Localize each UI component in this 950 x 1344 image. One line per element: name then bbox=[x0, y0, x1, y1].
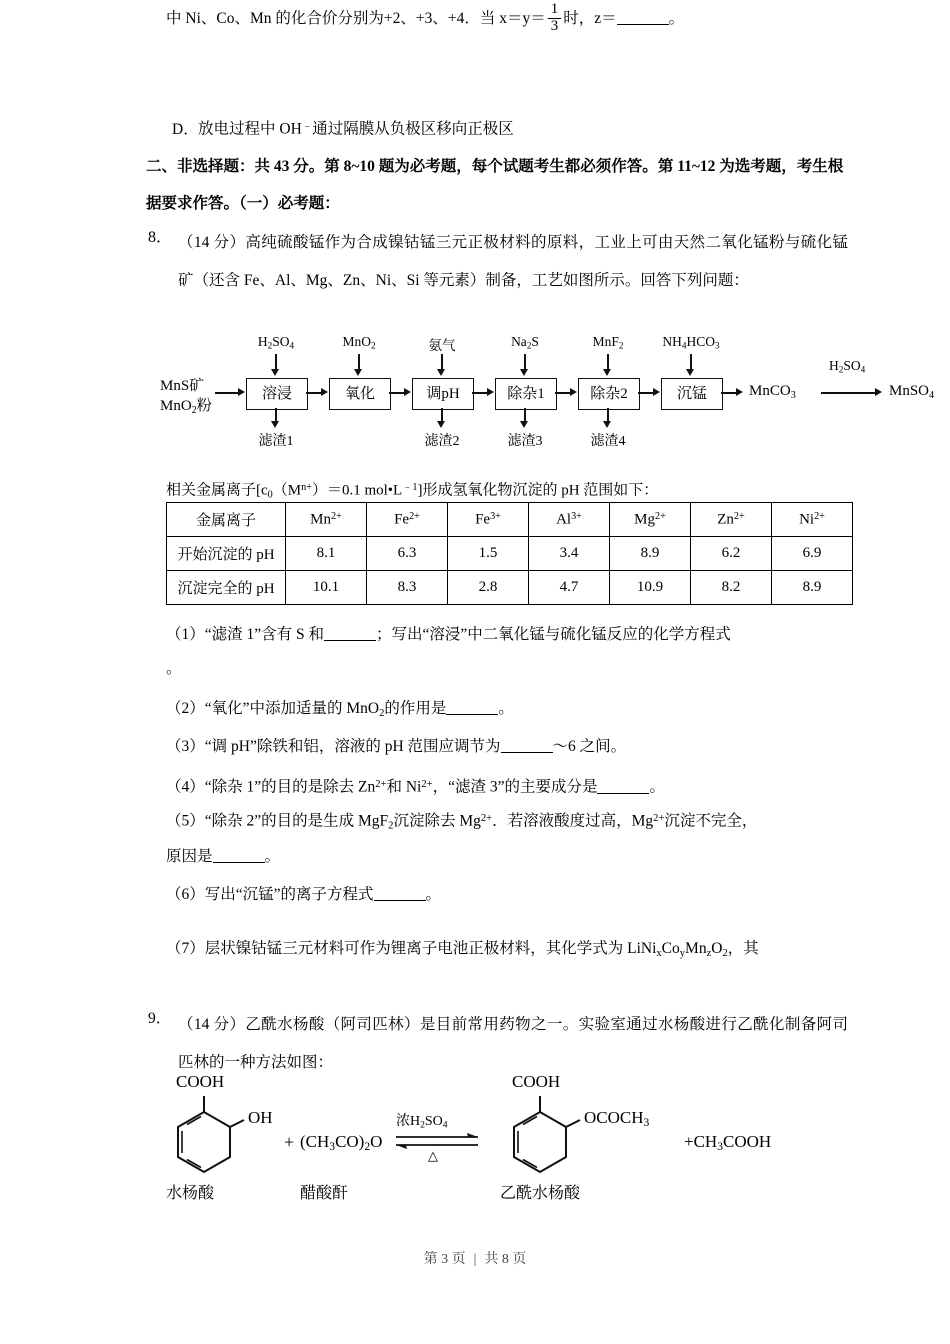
question-9-number: 9． bbox=[148, 1010, 172, 1027]
flow-reagent-5: MnF$_2$ bbox=[592, 334, 624, 351]
flow-residue-arrowhead-2 bbox=[437, 421, 445, 428]
flow-box-5: 除杂2 bbox=[578, 378, 640, 410]
organic-reaction-scheme bbox=[160, 1072, 850, 1222]
flow-residue-arrowhead-3 bbox=[520, 421, 528, 428]
flow-connector-arrowhead-4 bbox=[570, 388, 577, 396]
table-row bbox=[167, 537, 853, 571]
flow-product-mnso4: MnSO$_4$ bbox=[889, 383, 935, 401]
subquestion-5: （5）“除杂 2”的目的是生成 MgF$_2$沉淀除去 $Mg^{2+}$．若溶液酸度过高，$Mg^{2+}$沉淀不完全， bbox=[166, 812, 758, 832]
table-cell-value: 8.3 bbox=[367, 571, 448, 605]
table-header-cell-ion: $Zn^{2+}$ bbox=[691, 503, 772, 537]
table-header-cell-ion: $Al^{3+}$ bbox=[529, 503, 610, 537]
table-cell-value: 10.9 bbox=[610, 571, 691, 605]
ph-precipitation-table bbox=[166, 502, 853, 605]
flow-final-arrow-line bbox=[821, 392, 876, 394]
flow-box-6: 沉锰 bbox=[661, 378, 723, 410]
flow-reagent-arrow-line-4 bbox=[524, 354, 526, 370]
reaction-condition-above: 浓$H_2SO_4$ bbox=[396, 1114, 448, 1131]
table-header-row bbox=[167, 503, 853, 537]
subquestion-1b: 。 bbox=[166, 660, 182, 677]
flow-final-arrowhead bbox=[875, 388, 882, 396]
flow-residue-line-3 bbox=[524, 408, 526, 422]
flow-reagent-arrowhead-3 bbox=[437, 369, 445, 376]
subquestion-2: （2）“氧化”中添加适量的 MnO$_2$的作用是 。 bbox=[166, 700, 514, 719]
table-cell-value: 6.2 bbox=[691, 537, 772, 571]
table-intro-text: 相关金属离子[$c_0(M^{n+})=0.1$ $mol•L^{﹣1}$]形成氢氧化物沉淀的 pH 范围如下： bbox=[166, 482, 659, 501]
flow-connector-arrowhead-3 bbox=[487, 388, 494, 396]
flow-reagent-arrowhead-1 bbox=[271, 369, 279, 376]
footer-current-page: 第 3 页 bbox=[423, 1252, 466, 1267]
subquestion-3: （3）“调 pH”除铁和铝，溶液的 pH 范围应调节为 ～6 之间。 bbox=[166, 738, 627, 755]
reactant-1-cooh-label: COOH bbox=[176, 1072, 225, 1091]
table-header-cell-label: 金属离子 bbox=[167, 503, 286, 537]
flow-reagent-1: $H_2SO_4$ bbox=[257, 334, 295, 351]
flow-reagent-arrow-line-1 bbox=[275, 354, 277, 370]
question-8-number: 8． bbox=[148, 229, 173, 246]
flow-residue-label-3: 滤渣3 bbox=[507, 434, 543, 449]
flow-reagent-2: MnO$_2$ bbox=[342, 334, 376, 351]
table-cell-value: 4.7 bbox=[529, 571, 610, 605]
flow-box-2: 氧化 bbox=[329, 378, 391, 410]
flow-input-label-2: MnO$_2$粉 bbox=[160, 398, 212, 416]
table-row-label: 开始沉淀的 pH bbox=[167, 537, 286, 571]
table-row bbox=[167, 571, 853, 605]
flow-reagent-arrow-line-2 bbox=[358, 354, 360, 370]
question-9 bbox=[148, 1006, 848, 1082]
reactant-2-name: 醋酸酐 bbox=[300, 1185, 349, 1202]
flow-input-label-1: MnS矿 bbox=[160, 378, 205, 394]
flow-product1-line bbox=[721, 392, 737, 394]
flow-input-arrow-line bbox=[215, 392, 239, 394]
table-row-label: 沉淀完全的 pH bbox=[167, 571, 286, 605]
reactant-1-oh-label: OH bbox=[248, 1108, 273, 1127]
subquestion-7b: 中 Ni、Co、Mn 的化合价分别为+2、+3、+4．当 x＝y＝ $\frac{1}{3}$ 时，z＝ 。 bbox=[166, 1, 685, 34]
table-cell-value: 6.3 bbox=[367, 537, 448, 571]
table-cell-value: 10.1 bbox=[286, 571, 367, 605]
flow-residue-line-2 bbox=[441, 408, 443, 422]
flow-product1-arrowhead bbox=[736, 388, 743, 396]
flow-connector-1 bbox=[306, 392, 322, 394]
reactant-1-benzene-ring bbox=[168, 1094, 246, 1190]
flow-reagent-arrowhead-6 bbox=[686, 369, 694, 376]
subquestion-5b: 原因是 。 bbox=[166, 848, 281, 865]
flow-reagent-6: $NH_4HCO_3$ bbox=[662, 334, 720, 351]
table-header-cell-ion: $Mg^{2+}$ bbox=[610, 503, 691, 537]
flow-connector-5 bbox=[638, 392, 654, 394]
flow-residue-line-1 bbox=[275, 408, 277, 422]
flow-reagent-arrow-line-6 bbox=[690, 354, 692, 370]
flow-box-3: 调pH bbox=[412, 378, 474, 410]
flow-reagent-arrow-line-3 bbox=[441, 354, 443, 370]
flow-connector-arrowhead-2 bbox=[404, 388, 411, 396]
subquestion-1: （1）“滤渣 1”含有 S 和 ；写出“溶浸”中二氧化锰与硫化锰反应的化学方程式 bbox=[166, 626, 731, 643]
product-1-benzene-ring bbox=[504, 1094, 582, 1190]
flow-input-arrowhead bbox=[238, 388, 245, 396]
table-header-cell-ion: $Fe^{3+}$ bbox=[448, 503, 529, 537]
flow-box-1: 溶浸 bbox=[246, 378, 308, 410]
flow-residue-label-4: 滤渣4 bbox=[590, 434, 626, 449]
flow-residue-arrowhead-4 bbox=[603, 421, 611, 428]
table-header-cell-ion: $Mn^{2+}$ bbox=[286, 503, 367, 537]
process-flow-diagram bbox=[160, 334, 935, 449]
section-heading: 二、非选择题：共 43 分。第 8~10 题为必考题，每个试题考生都必须作答。第 11~12 为选考题，考生根据要求作答。（一）必考题： bbox=[146, 158, 844, 212]
flow-product-mnco3: MnCO$_3$ bbox=[749, 383, 796, 401]
flow-connector-2 bbox=[389, 392, 405, 394]
table-cell-value: 3.4 bbox=[529, 537, 610, 571]
table-cell-value: 6.9 bbox=[772, 537, 853, 571]
flow-final-reagent: $H_2SO_4$ bbox=[829, 358, 866, 375]
flow-reagent-arrowhead-4 bbox=[520, 369, 528, 376]
subquestion-4: （4）“除杂 1”的目的是除去 $Zn^{2+}$和 $Ni^{2+}$，“滤渣 3”的主要成分是 。 bbox=[166, 778, 665, 796]
option-d-superscript: ﹣ bbox=[301, 121, 313, 132]
page-footer bbox=[0, 1248, 950, 1268]
table-cell-value: 8.2 bbox=[691, 571, 772, 605]
option-d-label: D． bbox=[172, 120, 199, 138]
flow-reagent-arrowhead-2 bbox=[354, 369, 362, 376]
footer-separator: | bbox=[473, 1252, 477, 1267]
table-header-cell-ion: $Fe^{2+}$ bbox=[367, 503, 448, 537]
subquestion-7: （7）层状镍钴锰三元材料可作为锂离子电池正极材料，其化学式为 $LiNi_xCo_yMn_zO_2$，其 bbox=[166, 940, 759, 959]
footer-total-pages: 共 8 页 bbox=[484, 1252, 527, 1267]
reactant-1-name: 水杨酸 bbox=[166, 1185, 215, 1202]
table-cell-value: 2.8 bbox=[448, 571, 529, 605]
ph-table-body bbox=[167, 503, 853, 605]
table-cell-value: 8.1 bbox=[286, 537, 367, 571]
flow-residue-arrowhead-1 bbox=[271, 421, 279, 428]
table-cell-value: 8.9 bbox=[610, 537, 691, 571]
flow-residue-label-2: 滤渣2 bbox=[424, 434, 460, 449]
reactant-2-formula: $(CH_3CO)_2O$ bbox=[300, 1132, 383, 1154]
question-9-stem: （14 分）乙酰水杨酸（阿司匹林）是目前常用药物之一。实验室通过水杨酸进行乙酰化制备阿司匹林的一种方法如图： bbox=[178, 1016, 848, 1071]
product-1-ococh3-label: $OCOCH_3$ bbox=[584, 1108, 650, 1130]
flow-connector-arrowhead-1 bbox=[321, 388, 328, 396]
flow-reagent-arrowhead-5 bbox=[603, 369, 611, 376]
reaction-condition-below: △ bbox=[428, 1148, 438, 1163]
table-cell-value: 8.9 bbox=[772, 571, 853, 605]
flow-connector-3 bbox=[472, 392, 488, 394]
product-2-formula: $+CH_3COOH$ bbox=[684, 1132, 772, 1154]
flow-box-4: 除杂1 bbox=[495, 378, 557, 410]
product-1-cooh-label: COOH bbox=[512, 1072, 561, 1091]
table-cell-value: 1.5 bbox=[448, 537, 529, 571]
plus-sign-1: + bbox=[284, 1132, 295, 1152]
reversible-reaction-arrow bbox=[394, 1130, 482, 1156]
flow-reagent-4: $Na_2S$ bbox=[511, 334, 539, 351]
option-d-text-after: 通过隔膜从负极区移向正极区 bbox=[312, 120, 514, 138]
product-1-name: 乙酰水杨酸 bbox=[500, 1185, 581, 1202]
flow-connector-4 bbox=[555, 392, 571, 394]
flow-connector-arrowhead-5 bbox=[653, 388, 660, 396]
subquestion-6: （6）写出“沉锰”的离子方程式 。 bbox=[166, 886, 442, 903]
option-d-line bbox=[172, 108, 872, 149]
question-8 bbox=[148, 224, 848, 300]
flow-residue-line-4 bbox=[607, 408, 609, 422]
option-d-text-before: 放电过程中 OH bbox=[198, 120, 302, 138]
flow-residue-label-1: 滤渣1 bbox=[258, 434, 294, 449]
table-header-cell-ion: $Ni^{2+}$ bbox=[772, 503, 853, 537]
flow-reagent-arrow-line-5 bbox=[607, 354, 609, 370]
flow-reagent-3: 氨气 bbox=[428, 338, 456, 353]
question-8-stem: （14 分）高纯硫酸锰作为合成镍钴锰三元正极材料的原料，工业上可由天然二氧化锰粉与硫化锰矿（还含 Fe、Al、Mg、Zn、Ni、Si 等元素）制备，工艺如图所示。回答下列问题： bbox=[178, 234, 848, 289]
